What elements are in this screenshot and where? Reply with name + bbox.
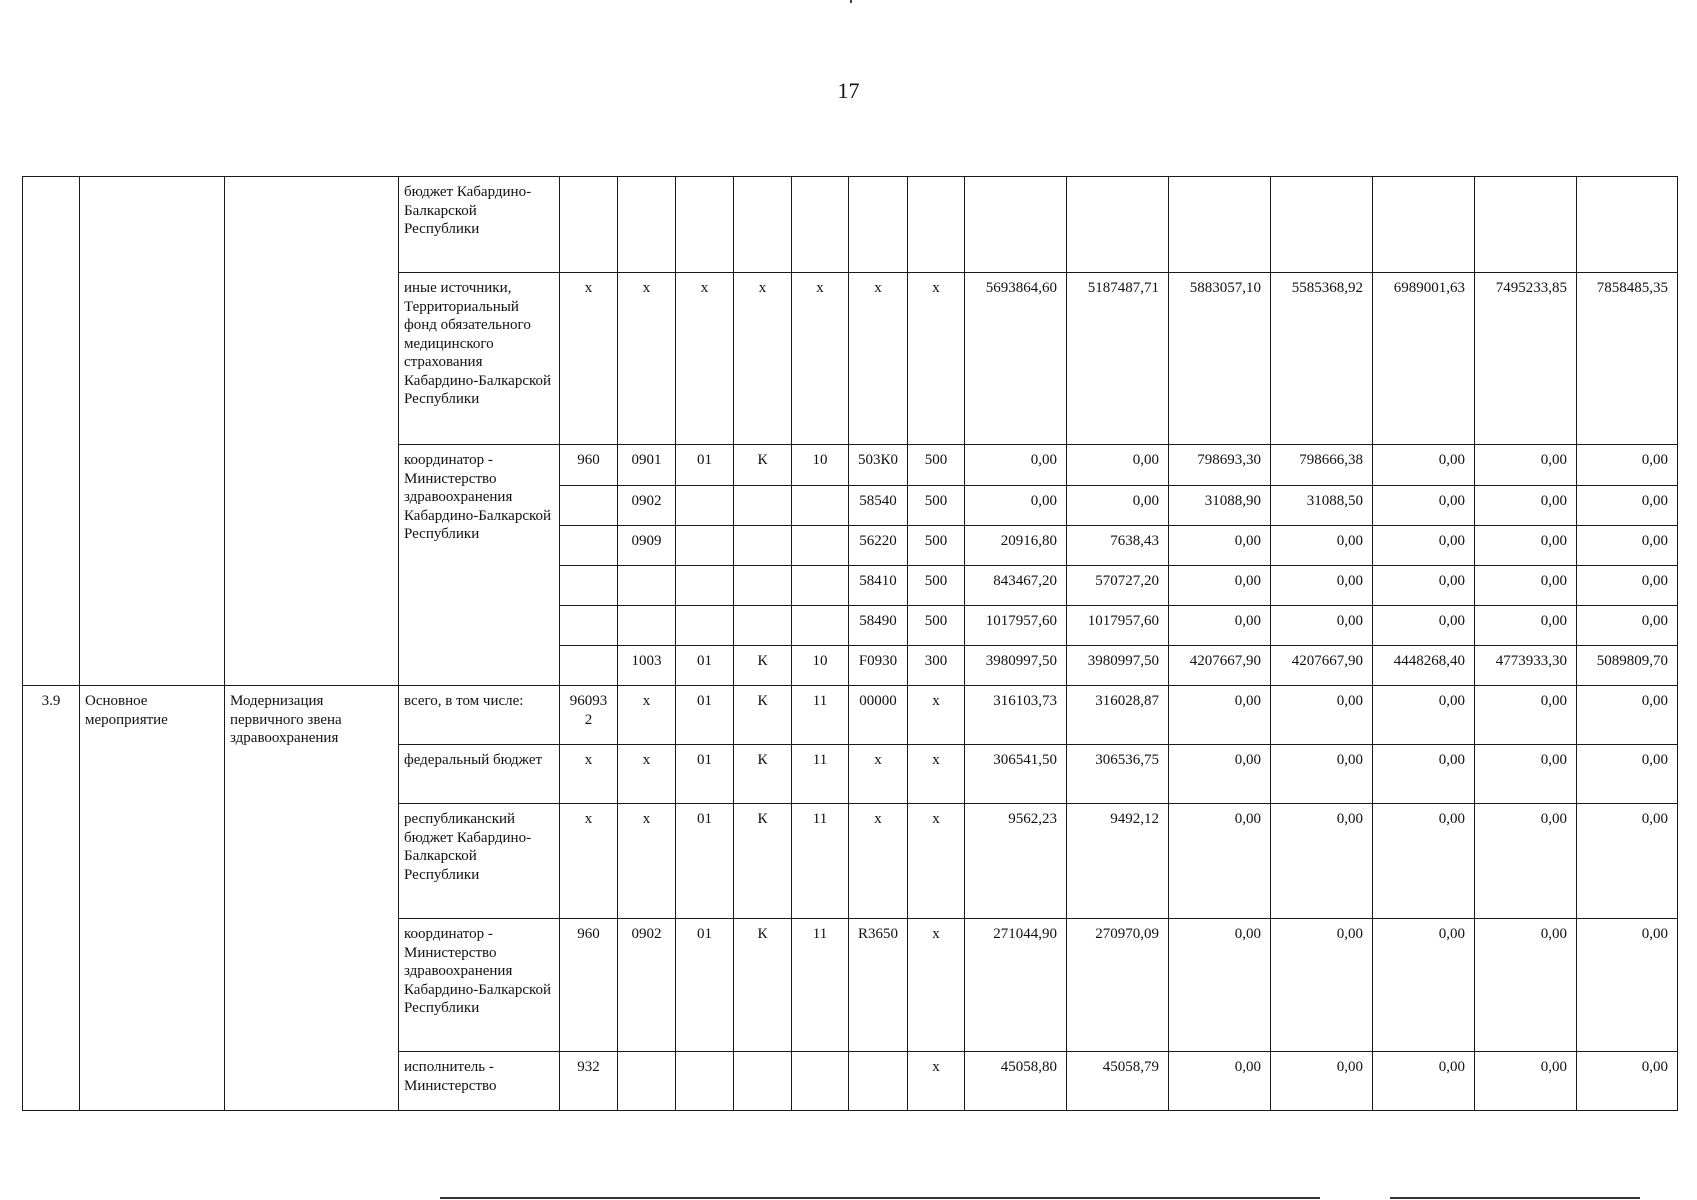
cell-value: 20916,80: [965, 526, 1067, 566]
cell-value: 5089809,70: [1577, 646, 1678, 686]
cell-vr: 500: [908, 486, 965, 526]
cell-value: 0,00: [1373, 804, 1475, 919]
cell-code-prog: х: [676, 273, 734, 445]
cell-code-event: 10: [792, 445, 849, 486]
cell-value: 0,00: [1475, 445, 1577, 486]
cell-value: 1017957,60: [965, 606, 1067, 646]
cell-value: 7638,43: [1067, 526, 1169, 566]
cell-value: 0,00: [1373, 566, 1475, 606]
cell-grbs: 960: [560, 919, 618, 1052]
cell-value: 0,00: [1475, 745, 1577, 804]
cell-value: 0,00: [1475, 804, 1577, 919]
cell-vr: 500: [908, 445, 965, 486]
cell-code-sub: К: [734, 804, 792, 919]
cell-code-prog: 01: [676, 686, 734, 745]
cell-value: 7495233,85: [1475, 273, 1577, 445]
cell-value: 5883057,10: [1169, 273, 1271, 445]
cell-value: 4773933,30: [1475, 646, 1577, 686]
cell-code-prog: [676, 177, 734, 273]
cell-value: 0,00: [1577, 804, 1678, 919]
cell-grbs: 960: [560, 445, 618, 486]
cell-value: 4207667,90: [1169, 646, 1271, 686]
cell-value: 5693864,60: [965, 273, 1067, 445]
cell-vr: 500: [908, 606, 965, 646]
cell-code-event: [792, 566, 849, 606]
cell-grbs: х: [560, 804, 618, 919]
cell-code-sub: [734, 177, 792, 273]
cell-code-dir: х: [849, 273, 908, 445]
cell-code-dir: 503К0: [849, 445, 908, 486]
cell-value: 0,00: [1577, 526, 1678, 566]
page-number: 17: [837, 78, 860, 103]
cell-code-dir: 58540: [849, 486, 908, 526]
footer-rule-right: [1390, 1197, 1640, 1199]
cell-code-dir: 58410: [849, 566, 908, 606]
cell-grbs: 96093 2: [560, 686, 618, 745]
cell-value: 270970,09: [1067, 919, 1169, 1052]
cell-value: 9562,23: [965, 804, 1067, 919]
cell-value: 0,00: [1577, 686, 1678, 745]
cell-value: 0,00: [1271, 686, 1373, 745]
cell-value: 798666,38: [1271, 445, 1373, 486]
cell-rzpr: [618, 566, 676, 606]
cell-source: координатор - Министерство здравоохранения Кабардино-Балкарской Республики: [399, 445, 560, 686]
cell-value: 45058,80: [965, 1052, 1067, 1111]
cell-value: 271044,90: [965, 919, 1067, 1052]
cell-value: 0,00: [1271, 526, 1373, 566]
cell-code-dir: х: [849, 804, 908, 919]
cell-code-dir: [849, 177, 908, 273]
cell-value: 0,00: [1475, 526, 1577, 566]
cell-value: 316103,73: [965, 686, 1067, 745]
cell-value: 0,00: [1475, 919, 1577, 1052]
cell-value: 0,00: [1169, 686, 1271, 745]
cell-value: 0,00: [1169, 919, 1271, 1052]
cell-rzpr: х: [618, 273, 676, 445]
cell-code-sub: х: [734, 273, 792, 445]
cell-rzpr: [618, 1052, 676, 1111]
cell-value: 0,00: [1373, 445, 1475, 486]
cell-value: 3980997,50: [1067, 646, 1169, 686]
cell-grbs: [560, 177, 618, 273]
cell-vr: х: [908, 745, 965, 804]
cell-vr: х: [908, 686, 965, 745]
cell-value: 4448268,40: [1373, 646, 1475, 686]
cell-value: 31088,50: [1271, 486, 1373, 526]
cell-value: 0,00: [1373, 1052, 1475, 1111]
budget-table: [22, 176, 1678, 1111]
cell-code-sub: [734, 486, 792, 526]
cell-value: 6989001,63: [1373, 273, 1475, 445]
cell-code-prog: [676, 526, 734, 566]
cell-value: 0,00: [1577, 606, 1678, 646]
cell-value: 0,00: [1169, 745, 1271, 804]
cell-code-prog: 01: [676, 646, 734, 686]
cell-code-prog: 01: [676, 745, 734, 804]
cell-name: [225, 177, 399, 686]
cell-value: 0,00: [1271, 804, 1373, 919]
cell-code-prog: 01: [676, 445, 734, 486]
cell-code-prog: 01: [676, 804, 734, 919]
cell-num: [23, 177, 80, 686]
cell-grbs: 932: [560, 1052, 618, 1111]
cell-vr: х: [908, 804, 965, 919]
cell-source: республиканский бюджет Кабардино-Балкарской Республики: [399, 804, 560, 919]
cell-code-sub: [734, 526, 792, 566]
cell-value: 0,00: [1577, 445, 1678, 486]
cell-grbs: [560, 526, 618, 566]
cell-code-event: [792, 526, 849, 566]
cell-value: 0,00: [1067, 486, 1169, 526]
cell-value: 0,00: [1373, 686, 1475, 745]
cell-value: 0,00: [1577, 1052, 1678, 1111]
cell-code-sub: [734, 1052, 792, 1111]
cell-code-sub: К: [734, 745, 792, 804]
cell-value: 0,00: [1577, 919, 1678, 1052]
cell-code-event: 11: [792, 745, 849, 804]
cell-source: иные источники, Территориальный фонд обязательного медицинского страхования Кабардино-Балкарской Республики: [399, 273, 560, 445]
cell-value: 306541,50: [965, 745, 1067, 804]
cell-code-prog: [676, 486, 734, 526]
cell-rzpr: 0901: [618, 445, 676, 486]
cell-code-dir: 56220: [849, 526, 908, 566]
cell-code-event: х: [792, 273, 849, 445]
cell-value: 0,00: [1373, 745, 1475, 804]
cell-vr: х: [908, 1052, 965, 1111]
cell-value: [1271, 177, 1373, 273]
cell-value: 9492,12: [1067, 804, 1169, 919]
cell-value: 0,00: [1271, 566, 1373, 606]
cell-code-dir: F0930: [849, 646, 908, 686]
cell-value: 0,00: [1475, 686, 1577, 745]
cell-source: всего, в том числе:: [399, 686, 560, 745]
table-row: [23, 177, 1678, 273]
cell-value: 0,00: [1169, 566, 1271, 606]
cell-value: 3980997,50: [965, 646, 1067, 686]
cell-value: 0,00: [1475, 1052, 1577, 1111]
cell-rzpr: [618, 177, 676, 273]
cell-code-event: [792, 177, 849, 273]
cell-value: [1475, 177, 1577, 273]
cell-code-event: [792, 486, 849, 526]
cell-value: 45058,79: [1067, 1052, 1169, 1111]
cell-value: 1017957,60: [1067, 606, 1169, 646]
cell-value: 0,00: [1373, 606, 1475, 646]
cell-value: [1067, 177, 1169, 273]
cell-value: 0,00: [965, 445, 1067, 486]
cell-source: координатор - Министерство здравоохранения Кабардино-Балкарской Республики: [399, 919, 560, 1052]
cell-value: 0,00: [1577, 566, 1678, 606]
cell-code-sub: К: [734, 686, 792, 745]
cell-value: 0,00: [1373, 526, 1475, 566]
cell-code-prog: [676, 566, 734, 606]
cell-grbs: [560, 646, 618, 686]
cell-code-event: 10: [792, 646, 849, 686]
cell-value: 0,00: [1475, 606, 1577, 646]
cell-code-prog: 01: [676, 919, 734, 1052]
cell-grbs: х: [560, 273, 618, 445]
cell-source: федеральный бюджет: [399, 745, 560, 804]
cell-rzpr: 1003: [618, 646, 676, 686]
cell-rzpr: х: [618, 804, 676, 919]
cell-vr: х: [908, 919, 965, 1052]
cell-code-event: [792, 606, 849, 646]
cell-value: 0,00: [1169, 804, 1271, 919]
cell-rzpr: 0909: [618, 526, 676, 566]
table-row: [23, 686, 1678, 745]
cell-grbs: [560, 486, 618, 526]
cell-value: 798693,30: [1169, 445, 1271, 486]
cell-source: бюджет Кабардино-Балкарской Республики: [399, 177, 560, 273]
cell-value: 0,00: [1577, 486, 1678, 526]
cell-vr: 500: [908, 526, 965, 566]
cell-value: 0,00: [1373, 919, 1475, 1052]
cell-value: [965, 177, 1067, 273]
cell-grbs: [560, 566, 618, 606]
cell-value: 0,00: [1067, 445, 1169, 486]
cell-value: 0,00: [965, 486, 1067, 526]
cell-value: 0,00: [1577, 745, 1678, 804]
cell-vr: 300: [908, 646, 965, 686]
cell-value: 0,00: [1475, 486, 1577, 526]
footer-rule-center: [700, 1197, 1320, 1199]
cell-value: 0,00: [1169, 526, 1271, 566]
cell-grbs: [560, 606, 618, 646]
cell-rzpr: [618, 606, 676, 646]
cell-code-prog: [676, 606, 734, 646]
cell-code-sub: К: [734, 445, 792, 486]
cell-value: 4207667,90: [1271, 646, 1373, 686]
cell-status: Основное мероприятие: [80, 686, 225, 1111]
cell-value: [1577, 177, 1678, 273]
cell-value: 0,00: [1271, 606, 1373, 646]
cell-value: 306536,75: [1067, 745, 1169, 804]
cell-num: 3.9: [23, 686, 80, 1111]
cell-source: исполнитель - Министерство: [399, 1052, 560, 1111]
cell-value: [1373, 177, 1475, 273]
cell-vr: [908, 177, 965, 273]
cell-code-event: 11: [792, 804, 849, 919]
cell-value: 0,00: [1271, 919, 1373, 1052]
top-scan-mark: [850, 0, 852, 3]
cell-code-dir: R3650: [849, 919, 908, 1052]
cell-rzpr: 0902: [618, 919, 676, 1052]
cell-code-sub: [734, 606, 792, 646]
cell-code-event: [792, 1052, 849, 1111]
cell-value: 5585368,92: [1271, 273, 1373, 445]
cell-value: 31088,90: [1169, 486, 1271, 526]
cell-value: 316028,87: [1067, 686, 1169, 745]
cell-code-dir: 58490: [849, 606, 908, 646]
cell-value: 0,00: [1271, 745, 1373, 804]
cell-name: Модернизация первичного звена здравоохранения: [225, 686, 399, 1111]
cell-value: 570727,20: [1067, 566, 1169, 606]
cell-code-dir: [849, 1052, 908, 1111]
cell-code-sub: К: [734, 919, 792, 1052]
cell-status: [80, 177, 225, 686]
cell-rzpr: х: [618, 686, 676, 745]
cell-code-prog: [676, 1052, 734, 1111]
cell-vr: 500: [908, 566, 965, 606]
cell-value: 0,00: [1169, 1052, 1271, 1111]
cell-value: 7858485,35: [1577, 273, 1678, 445]
cell-value: 0,00: [1475, 566, 1577, 606]
cell-code-sub: [734, 566, 792, 606]
cell-rzpr: х: [618, 745, 676, 804]
cell-value: 0,00: [1169, 606, 1271, 646]
footer-rule-left: [440, 1197, 700, 1199]
cell-value: 843467,20: [965, 566, 1067, 606]
cell-value: 0,00: [1271, 1052, 1373, 1111]
cell-vr: х: [908, 273, 965, 445]
cell-code-sub: К: [734, 646, 792, 686]
cell-code-dir: 00000: [849, 686, 908, 745]
cell-code-event: 11: [792, 686, 849, 745]
cell-code-dir: х: [849, 745, 908, 804]
cell-value: 5187487,71: [1067, 273, 1169, 445]
cell-grbs: х: [560, 745, 618, 804]
cell-value: [1169, 177, 1271, 273]
cell-code-event: 11: [792, 919, 849, 1052]
cell-value: 0,00: [1373, 486, 1475, 526]
cell-rzpr: 0902: [618, 486, 676, 526]
